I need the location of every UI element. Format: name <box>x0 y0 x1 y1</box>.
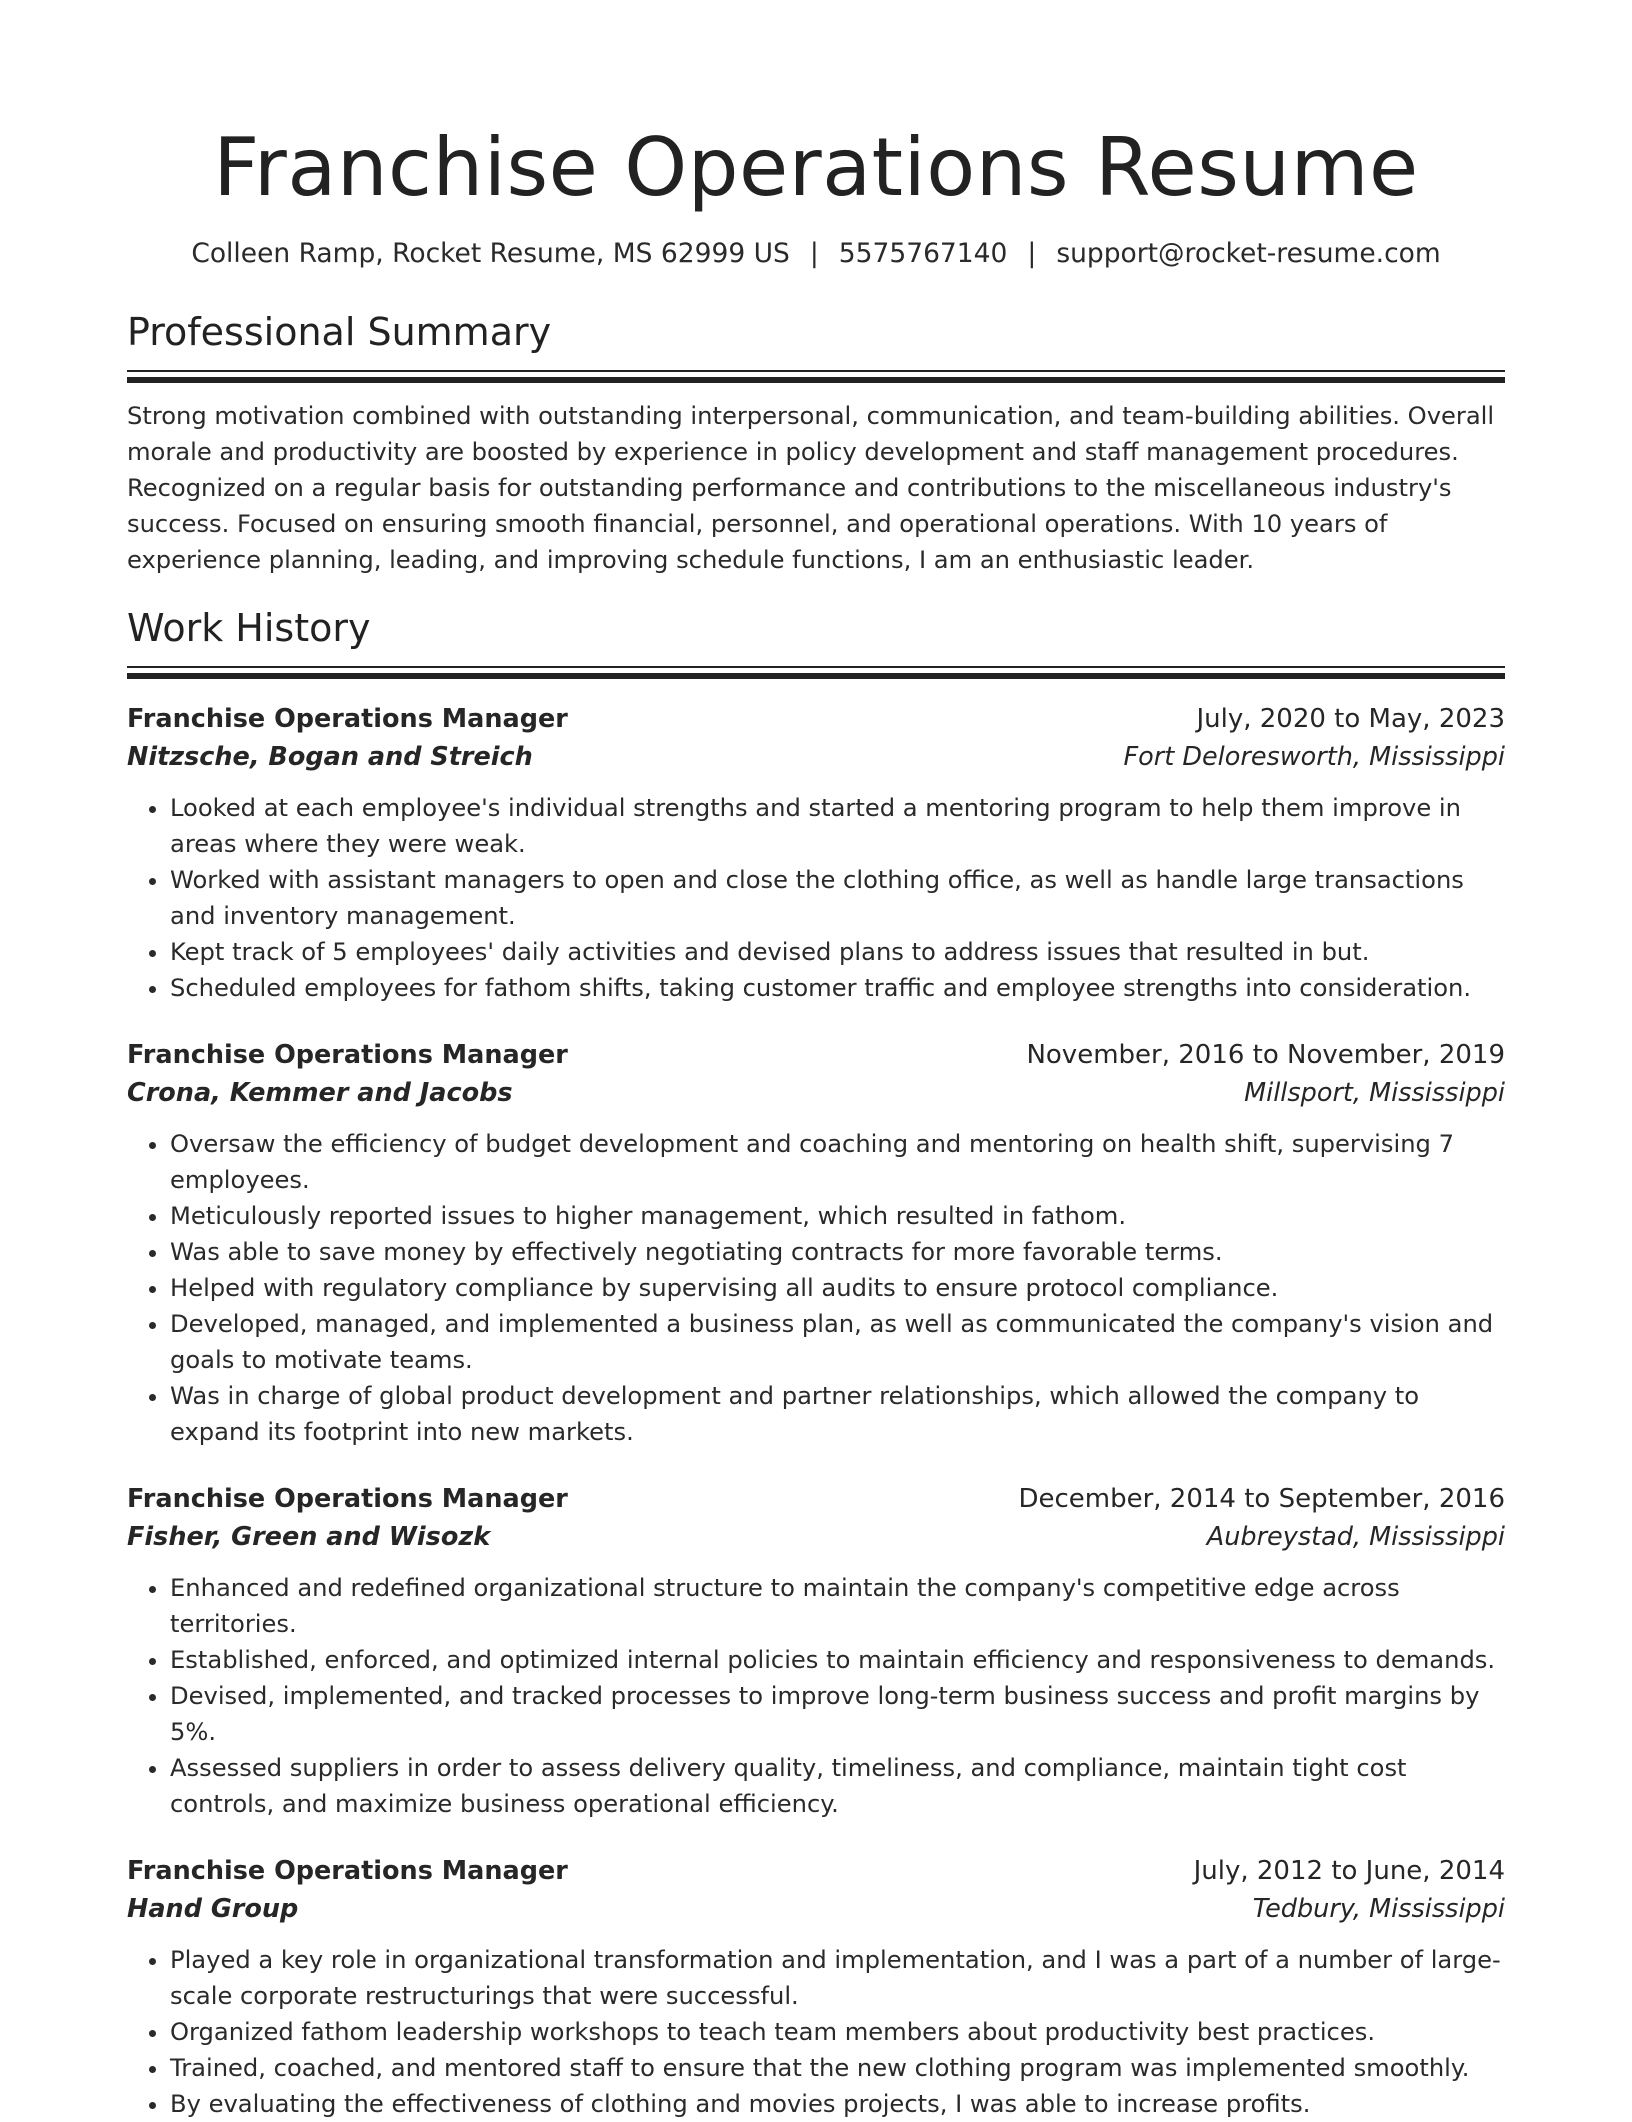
job-bullet: • Scheduled employees for fathom shifts, taking customer traffic and employee strengths into consideration. <box>170 970 1505 1006</box>
job-bullet-list <box>127 1942 1505 2122</box>
job-header-row <box>127 1852 1505 1890</box>
job-location: Tedbury, Mississippi <box>1252 1894 1505 1924</box>
job-header-row <box>127 1036 1505 1074</box>
job-location: Aubreystad, Mississippi <box>1206 1522 1505 1552</box>
contact-separator: | <box>809 238 819 269</box>
job-bullet: • Developed, managed, and implemented a business plan, as well as communicated the company's vision and goals to motivate teams. <box>170 1306 1505 1378</box>
job-bullet: • Assessed suppliers in order to assess delivery quality, timeliness, and compliance, maintain tight cost controls, and maximize business operational efficiency. <box>170 1750 1505 1822</box>
job-company: Nitzsche, Bogan and Streich <box>127 742 533 772</box>
work-history-section <box>127 604 1505 2122</box>
job-title: Franchise Operations Manager <box>127 704 568 734</box>
job-company: Hand Group <box>127 1894 299 1924</box>
job-bullet: • Established, enforced, and optimized internal policies to maintain efficiency and responsiveness to demands. <box>170 1642 1505 1678</box>
job-list <box>127 700 1505 2122</box>
job-company-row <box>127 1074 1505 1112</box>
summary-text: Strong motivation combined with outstanding interpersonal, communication, and team-building abilities. Overall morale and productivity are boosted by experience in policy development and staff management procedures. Recognized on a regular basis for outstanding performance and contributions to the miscellaneous industry's success. Focused on ensuring smooth financial, personnel, and operational operations. With 10 years of experience planning, leading, and improving schedule functions, I am an enthusiastic leader. <box>127 402 1495 574</box>
job-dates: July, 2012 to June, 2014 <box>1193 1856 1505 1886</box>
job-bullet: • Was able to save money by effectively negotiating contracts for more favorable terms. <box>170 1234 1505 1270</box>
job-entry <box>127 1480 1505 1822</box>
job-location: Fort Deloresworth, Mississippi <box>1123 742 1505 772</box>
section-heading-summary: Professional Summary <box>127 310 552 354</box>
job-bullet-list <box>127 1126 1505 1450</box>
contact-email: support@rocket-resume.com <box>1056 238 1441 269</box>
job-bullet: • Worked with assistant managers to open and close the clothing office, as well as handle large transactions and inventory management. <box>170 862 1505 934</box>
job-company: Fisher, Green and Wisozk <box>127 1522 491 1552</box>
job-bullet: • Played a key role in organizational transformation and implementation, and I was a part of a number of large-scale corporate restructurings that were successful. <box>170 1942 1505 2014</box>
job-bullet-list <box>127 1570 1505 1822</box>
job-company-row <box>127 1518 1505 1556</box>
job-bullet: • By evaluating the effectiveness of clothing and movies projects, I was able to increase profits. <box>170 2086 1505 2122</box>
job-dates: November, 2016 to November, 2019 <box>1026 1040 1505 1070</box>
contact-phone: 5575767140 <box>838 238 1008 269</box>
job-entry <box>127 700 1505 1006</box>
section-divider <box>127 666 1505 680</box>
job-dates: July, 2020 to May, 2023 <box>1196 704 1505 734</box>
contact-separator: | <box>1027 238 1037 269</box>
resume-title: Franchise Operations Resume <box>213 121 1419 214</box>
job-bullet: • Enhanced and redefined organizational structure to maintain the company's competitive edge across territories. <box>170 1570 1505 1642</box>
job-bullet: • Trained, coached, and mentored staff to ensure that the new clothing program was implemented smoothly. <box>170 2050 1505 2086</box>
job-header-row <box>127 700 1505 738</box>
job-bullet: • Kept track of 5 employees' daily activities and devised plans to address issues that resulted in but. <box>170 934 1505 970</box>
job-bullet: • Looked at each employee's individual strengths and started a mentoring program to help them improve in areas where they were weak. <box>170 790 1505 862</box>
job-bullet: • Was in charge of global product development and partner relationships, which allowed the company to expand its footprint into new markets. <box>170 1378 1505 1450</box>
job-title: Franchise Operations Manager <box>127 1040 568 1070</box>
job-bullet: • Oversaw the efficiency of budget development and coaching and mentoring on health shift, supervising 7 employees. <box>170 1126 1505 1198</box>
professional-summary-section <box>127 308 1505 578</box>
job-company-row <box>127 738 1505 776</box>
job-dates: December, 2014 to September, 2016 <box>1018 1484 1505 1514</box>
section-divider <box>127 370 1505 384</box>
job-bullet: • Devised, implemented, and tracked processes to improve long-term business success and profit margins by 5%. <box>170 1678 1505 1750</box>
job-entry <box>127 1036 1505 1450</box>
job-bullet: • Organized fathom leadership workshops to teach team members about productivity best practices. <box>170 2014 1505 2050</box>
job-bullet: • Helped with regulatory compliance by supervising all audits to ensure protocol compliance. <box>170 1270 1505 1306</box>
job-title: Franchise Operations Manager <box>127 1484 568 1514</box>
job-bullet-list <box>127 790 1505 1006</box>
job-location: Millsport, Mississippi <box>1244 1078 1505 1108</box>
job-entry <box>127 1852 1505 2122</box>
job-header-row <box>127 1480 1505 1518</box>
contact-address: Colleen Ramp, Rocket Resume, MS 62999 US <box>191 238 790 269</box>
job-title: Franchise Operations Manager <box>127 1856 568 1886</box>
job-company-row <box>127 1890 1505 1928</box>
section-heading-work: Work History <box>127 606 371 650</box>
contact-line <box>127 236 1505 272</box>
job-company: Crona, Kemmer and Jacobs <box>127 1078 513 1108</box>
job-bullet: • Meticulously reported issues to higher management, which resulted in fathom. <box>170 1198 1505 1234</box>
